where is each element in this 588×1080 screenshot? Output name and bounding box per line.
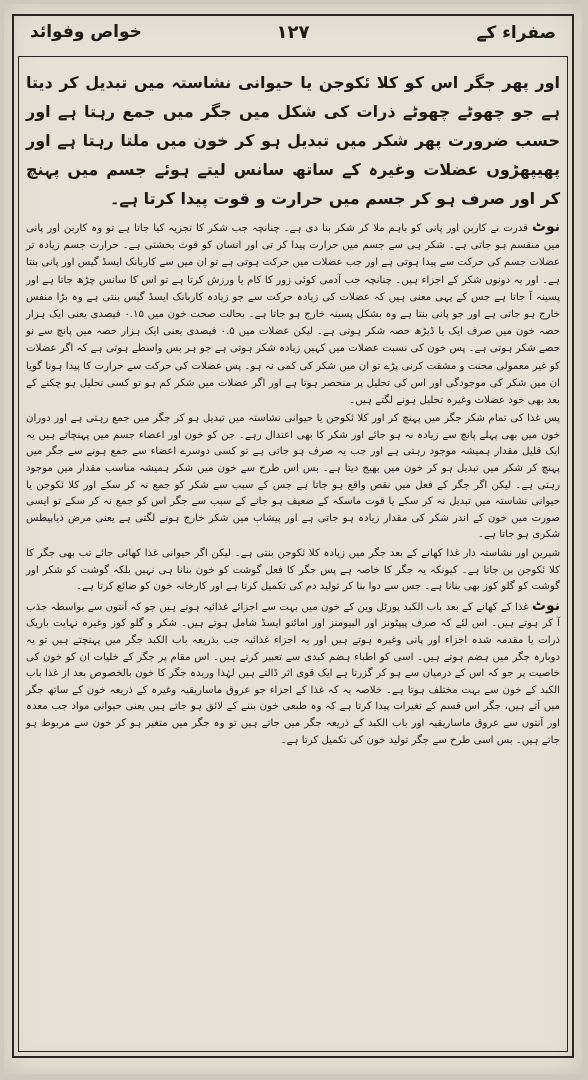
intro-paragraph: اور پھر جگر اس کو کلا ئکوجن یا حیوانی نشاستہ میں تبدیل کر دیتا ہے جو چھوٹے چھوٹے ذرات کی شکل میں جگر میں جمع رہتا ہے اور حسب ضرورت پھر شکر میں تبدیل ہو کر خون میں ملتا رہتا ہے اور پھیپھڑوں عضلات وغیرہ کے ساتھ سانس لیتے ہوئے جسم میں پہنچ کر اور صرف ہو کر جسم میں حرارت و قوت پیدا کرتا ہے۔ (26, 73, 560, 208)
page-header (18, 16, 568, 54)
note-paragraph-2 (26, 598, 560, 749)
note-label: نوٹ (531, 219, 560, 235)
body-paragraph-1: پس غذا کی تمام شکر جگر میں پہنچ کر اور کلا ئکوجن یا حیوانی نشاستہ میں تبدیل ہو کر جگر میں جمع رہتی ہے اور دوران خون میں بھی پہلے پانچ سے زیادہ نہ ہو جائے اور شکر کا بھی اعتدال رہے۔ جن کو خون اور اعضاء جسم میں پہنچاتے ہیں یہ ایک قلیل مقدار ہمیشہ موجود رہتی ہے اور جب یہ صرف ہو جاتی ہے تو کسی دوسرے اعضاء سے جمع ہونے سے جگر میں پہنچ کر شکر میں تبدیل ہو کر خون میں بھیج دیتا ہے۔ بس اس طرح سے خون میں شکر ہمیشہ مناسب مقدار میں موجود رہتی ہے۔ لیکن اگر جگر کے فعل میں نقص واقع ہو جاتا ہے جس کے سبب سے شکر کو جمع نہ کر سکے اور کلا ئکوجن یا حیوانی نشاستہ میں تبدیل نہ کر سکے یا قوت ماسکہ کے ضعیف ہو جانے کے سبب سے جگر اس کو جمع نہ کر سکے تو ایسی صورت میں خون کے اندر شکر کی مقدار زیادہ ہو جاتی ہے اور پیشاب میں شکر خارج ہونے لگتی ہے یعنی مرض ذیابیطس شکری ہو جاتا ہے۔ (26, 413, 560, 541)
body-paragraph-2: شیرین اور نشاستہ دار غذا کھانے کے بعد جگر میں زیادہ کلا ئکوجن بنتی ہے۔ لیکن اگر حیوانی غذا کھائی جائے تب بھی جگر کا کلا ئکوجن بن جاتا ہے۔ کیونکہ یہ جگر کا خاصہ ہے پس جگر کا فعل گوشت کو خون بنانا ہی نہیں بلکہ گوشت کو شکر اور گوشت کو گلو کوز بھی بنانا ہے۔ جس سے دوا بنا کر تولید دم کی تکمیل کرتا ہے اور کارخانہ خون کو ضائع کرتا ہے۔ (26, 547, 560, 593)
note-paragraph-1 (26, 219, 560, 409)
page-sheet (4, 4, 582, 1074)
page-body (26, 64, 560, 1044)
note-1-text: قدرت نے کاربن اور پانی کو باہم ملا کر شکر بنا دی ہے۔ چنانچہ جب شکر کا تجزیہ کیا جاتا ہے تو وہ کاربن اور پانی میں منقسم ہو جاتی ہے۔ شکر ہی سے جسم میں حرارت پیدا کر تی اور انسان کو قوت بخشتی ہے۔ حرارت جسم زیادہ تر عضلات جسم کی حرکت سے پیدا ہوتی ہے اور جب عضلات میں حرکت ہوتی ہے تو ان میں سے کاربانک ایسڈ گیس اور پانی بنتا ہے۔ اور یہ دونوں شکر کے اجزاء ہیں۔ چنانچہ جب آدمی کوئی زور کا کام یا ورزش کرتا ہے تو اس کا سانس چڑھ جاتا ہے اور پسینہ آ جاتا ہے جس کے یہی معنی ہیں کہ عضلات کی زیادہ حرکت سے جو زیادہ کاربانک ایسڈ گیس بنتی ہے وہ بڑا منفس خارج ہو جاتی ہے اور جو پانی بنتا ہے وہ بشکل پسینہ خارج ہو جاتا ہے۔ بحالت صحت خون میں ۰.۱۵ فیصدی یعنی ایک ہزار حصہ خون میں صرف ایک یا ڈیڑھ حصہ شکر ہوتی ہے۔ لیکن عضلات میں ۰.۵ فیصدی یعنی ایک ہزار حصہ میں پانچ سے نو حصے شکر ہوتی ہے۔ پس خون کی نسبت عضلات میں کہیں زیادہ شکر ہوتی ہے جو ہر بس واسطے ہوتی ہے کہ اگر عضلات کو غیر معمولی محنت و مشقت کرنی پڑے تو ان میں شکر کی کمی نہ ہو۔ پس عضلات کی حرکت سے حرارت کا پیدا ہونا گویا ان میں شکر کی موجودگی اور اس کی تحلیل پر منحصر ہوتا ہے اور اگر عضلات میں شکر کم ہو تو کسی تحلیل ہو چکنے کے بعد بھی خود عضلات وغیرہ تحلیل ہونے لگتے ہیں۔ (26, 223, 560, 407)
page-number: ۱۲۷ (276, 22, 310, 43)
note-label: نوٹ (531, 597, 560, 614)
header-section-title: خواص وفوائد (30, 22, 142, 42)
header-chapter-title: صفراء کے (476, 23, 556, 43)
note-2-text: غذا کے کھانے کے بعد باب الکبد پورٹل وین کے خون میں بہت سے اجزائے غذائیہ ہوتے ہیں جو کہ آنتوں سے بواسطہ جذب آ کر ہوتے ہیں۔ اس لئے کہ صرف پیپٹونز اور البیومنز اور امائنو ایسڈ شامل ہوتے ہیں۔ شکر و گلو کوز وغیرہ نہایت باریک ذرات یا مقدمہ شدہ اجزاء اور پانی وغیرہ ہوتے ہیں اور یہ اجزاء غذائیہ جب بذریعہ باب الکبد جگر میں پہنچتے ہیں تو یہ دوبارہ جگر میں ہضم ہوتے ہیں۔ اسی کو اطباء ہضم کبدی سے تعبیر کرتے ہیں۔ اس مقام پر جگر کے خلیات ان کو خون کی خاصیت پر جو کہ اس کے درمیان سے ہو کر گزرتا ہے ایک قوی اثر ڈالتے ہیں لہٰذا وریدہ جگر کا خون بالخصوص بعد از غذا باب الکبد کے خون سے بہت مختلف ہوتا ہے۔ خلاصہ یہ کہ غذا کے اجزاء جو عروق ماساریقیہ وغیرہ کے ذریعہ خون کے ساتھ جگر میں آتے ہیں، جگر اس قسم کے تغیرات پیدا کرتا ہے کہ وہ طبعی خون بننے کے لائق ہو جاتے ہیں یعنی حیوانی مواد جب معدہ اور آنتوں سے عروق ماساریقیہ اور باب الکبد کے ذریعہ جگر میں جاتے ہیں تو وہ جگر میں متغیر ہو کر خون سے مربوط ہو جاتے ہیں۔ بس اسی طرح سے جگر تولید خون کی تکمیل کرتا ہے۔ (26, 601, 560, 746)
